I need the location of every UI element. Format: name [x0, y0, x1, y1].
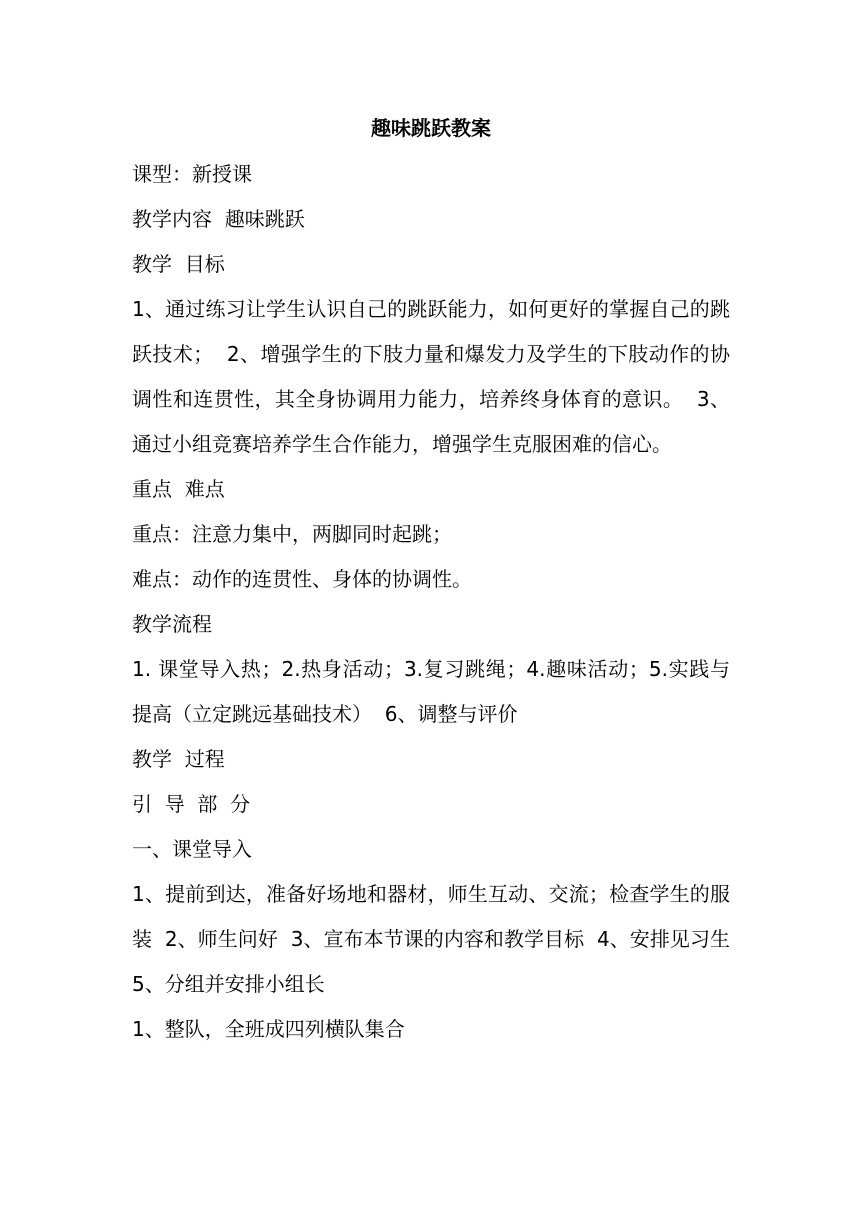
teaching-flow-text: 1. 课堂导入热；2.热身活动；3.复习跳绳；4.趣味活动；5.实践与提高（立定跳远基础技术） 6、调整与评价	[132, 657, 730, 726]
difficult-point: 难点：动作的连贯性、身体的协调性。	[132, 567, 472, 591]
document-page	[132, 110, 743, 1052]
teaching-goals-text: 1、通过练习让学生认识自己的跳跃能力，如何更好的掌握自己的跳跃技术； 2、增强学生的下肢力量和爆发力及学生的下肢动作的协调性和连贯性，其全身协调用力能力，培养终身体育的意识。 3、通过小组竞赛培养学生合作能力，增强学生克服困难的信心。	[132, 297, 730, 456]
teaching-flow-heading: 教学流程	[132, 612, 212, 636]
class-intro-heading: 一、课堂导入	[132, 837, 252, 861]
guide-section-heading: 引 导 部 分	[132, 792, 251, 816]
key-point: 重点：注意力集中，两脚同时起跳；	[132, 522, 452, 546]
lesson-type: 课型：新授课	[132, 162, 252, 186]
document-title: 趣味跳跃教案	[371, 116, 491, 140]
key-difficult-heading: 重点 难点	[132, 477, 225, 501]
class-intro-text: 1、提前到达，准备好场地和器材，师生互动、交流；检查学生的服装 2、师生问好 3、宣布本节课的内容和教学目标 4、安排见习生 5、分组并安排小组长	[132, 882, 743, 996]
teaching-process-heading: 教学 过程	[132, 747, 225, 771]
line-up-text: 1、整队，全班成四列横队集合	[132, 1017, 405, 1041]
teaching-goals-heading: 教学 目标	[132, 252, 225, 276]
teaching-content: 教学内容 趣味跳跃	[132, 207, 305, 231]
